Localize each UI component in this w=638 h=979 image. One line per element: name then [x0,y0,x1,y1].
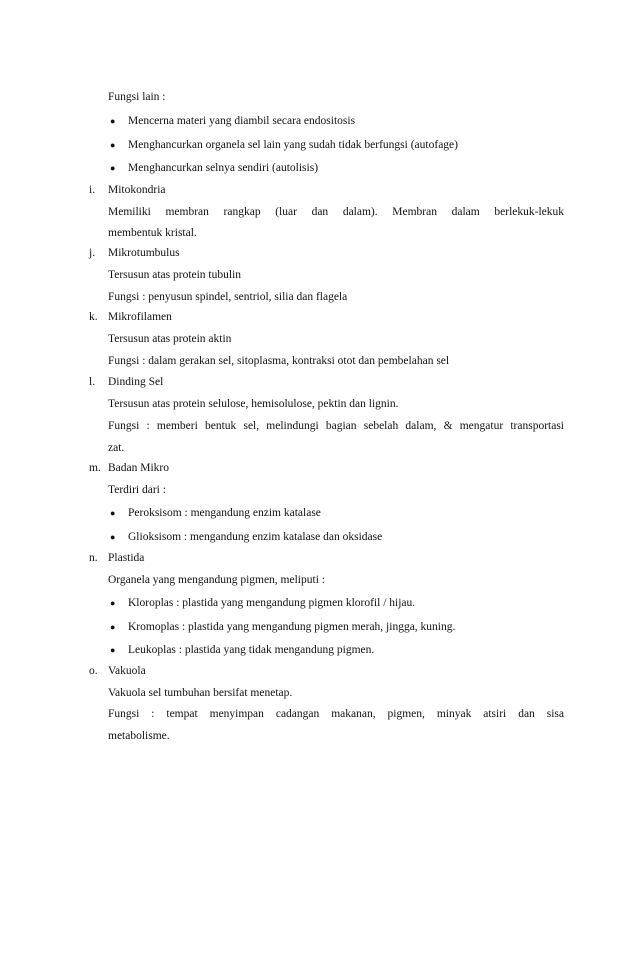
section-marker-m: m. [89,462,101,474]
section-text: zat. [108,442,125,454]
section-marker-o: o. [89,665,98,677]
section-title-dinding-sel: Dinding Sel [108,376,164,388]
fungsi-lain-label: Fungsi lain : [108,91,166,103]
bullet-icon: ● [110,532,116,542]
section-text: Fungsi : memberi bentuk sel, melindungi bagian sebelah dalam, & mengatur transportasi [108,420,564,432]
section-text: Fungsi : dalam gerakan sel, sitoplasma, kontraksi otot dan pembelahan sel [108,355,450,367]
list-item: Glioksisom : mengandung enzim katalase dan oksidase [128,531,383,543]
bullet-icon: ● [110,116,116,126]
bullet-icon: ● [110,598,116,608]
section-text: Terdiri dari : [108,484,166,496]
section-marker-k: k. [89,311,98,323]
section-marker-i: i. [89,184,96,196]
section-text: metabolisme. [108,730,170,742]
list-item: Leukoplas : plastida yang tidak mengandung pigmen. [128,644,375,656]
bullet-icon: ● [110,508,116,518]
section-text: Tersusun atas protein tubulin [108,269,242,281]
list-item: Peroksisom : mengandung enzim katalase [128,507,321,519]
list-item: Kromoplas : plastida yang mengandung pigmen merah, jingga, kuning. [128,621,456,633]
bullet-icon: ● [110,163,116,173]
list-item: Mencerna materi yang diambil secara endositosis [128,115,356,127]
section-marker-l: l. [89,376,96,388]
section-text: Fungsi : penyusun spindel, sentriol, silia dan flagela [108,291,348,303]
list-item: Menghancurkan organela sel lain yang sudah tidak berfungsi (autofage) [128,139,458,151]
section-title-plastida: Plastida [108,552,145,564]
bullet-icon: ● [110,622,116,632]
section-marker-j: j. [89,247,96,259]
section-title-mikrofilamen: Mikrofilamen [108,311,172,323]
section-text: Fungsi : tempat menyimpan cadangan makanan, pigmen, minyak atsiri dan sisa [108,708,564,720]
section-text: Organela yang mengandung pigmen, meliputi : [108,574,325,586]
section-text: Tersusun atas protein selulose, hemisolulose, pektin dan lignin. [108,398,399,410]
section-marker-n: n. [89,552,98,564]
bullet-icon: ● [110,140,116,150]
section-text: Tersusun atas protein aktin [108,333,232,345]
section-title-badan-mikro: Badan Mikro [108,462,170,474]
section-text: Vakuola sel tumbuhan bersifat menetap. [108,687,293,699]
section-title-mikrotumbulus: Mikrotumbulus [108,247,180,259]
section-title-mitokondria: Mitokondria [108,184,166,196]
list-item: Kloroplas : plastida yang mengandung pigmen klorofil / hijau. [128,597,416,609]
section-text: Memiliki membran rangkap (luar dan dalam). Membran dalam berlekuk-lekuk [108,206,564,218]
bullet-icon: ● [110,645,116,655]
list-item: Menghancurkan selnya sendiri (autolisis) [128,162,319,174]
section-text: membentuk kristal. [108,227,197,239]
section-title-vakuola: Vakuola [108,665,146,677]
